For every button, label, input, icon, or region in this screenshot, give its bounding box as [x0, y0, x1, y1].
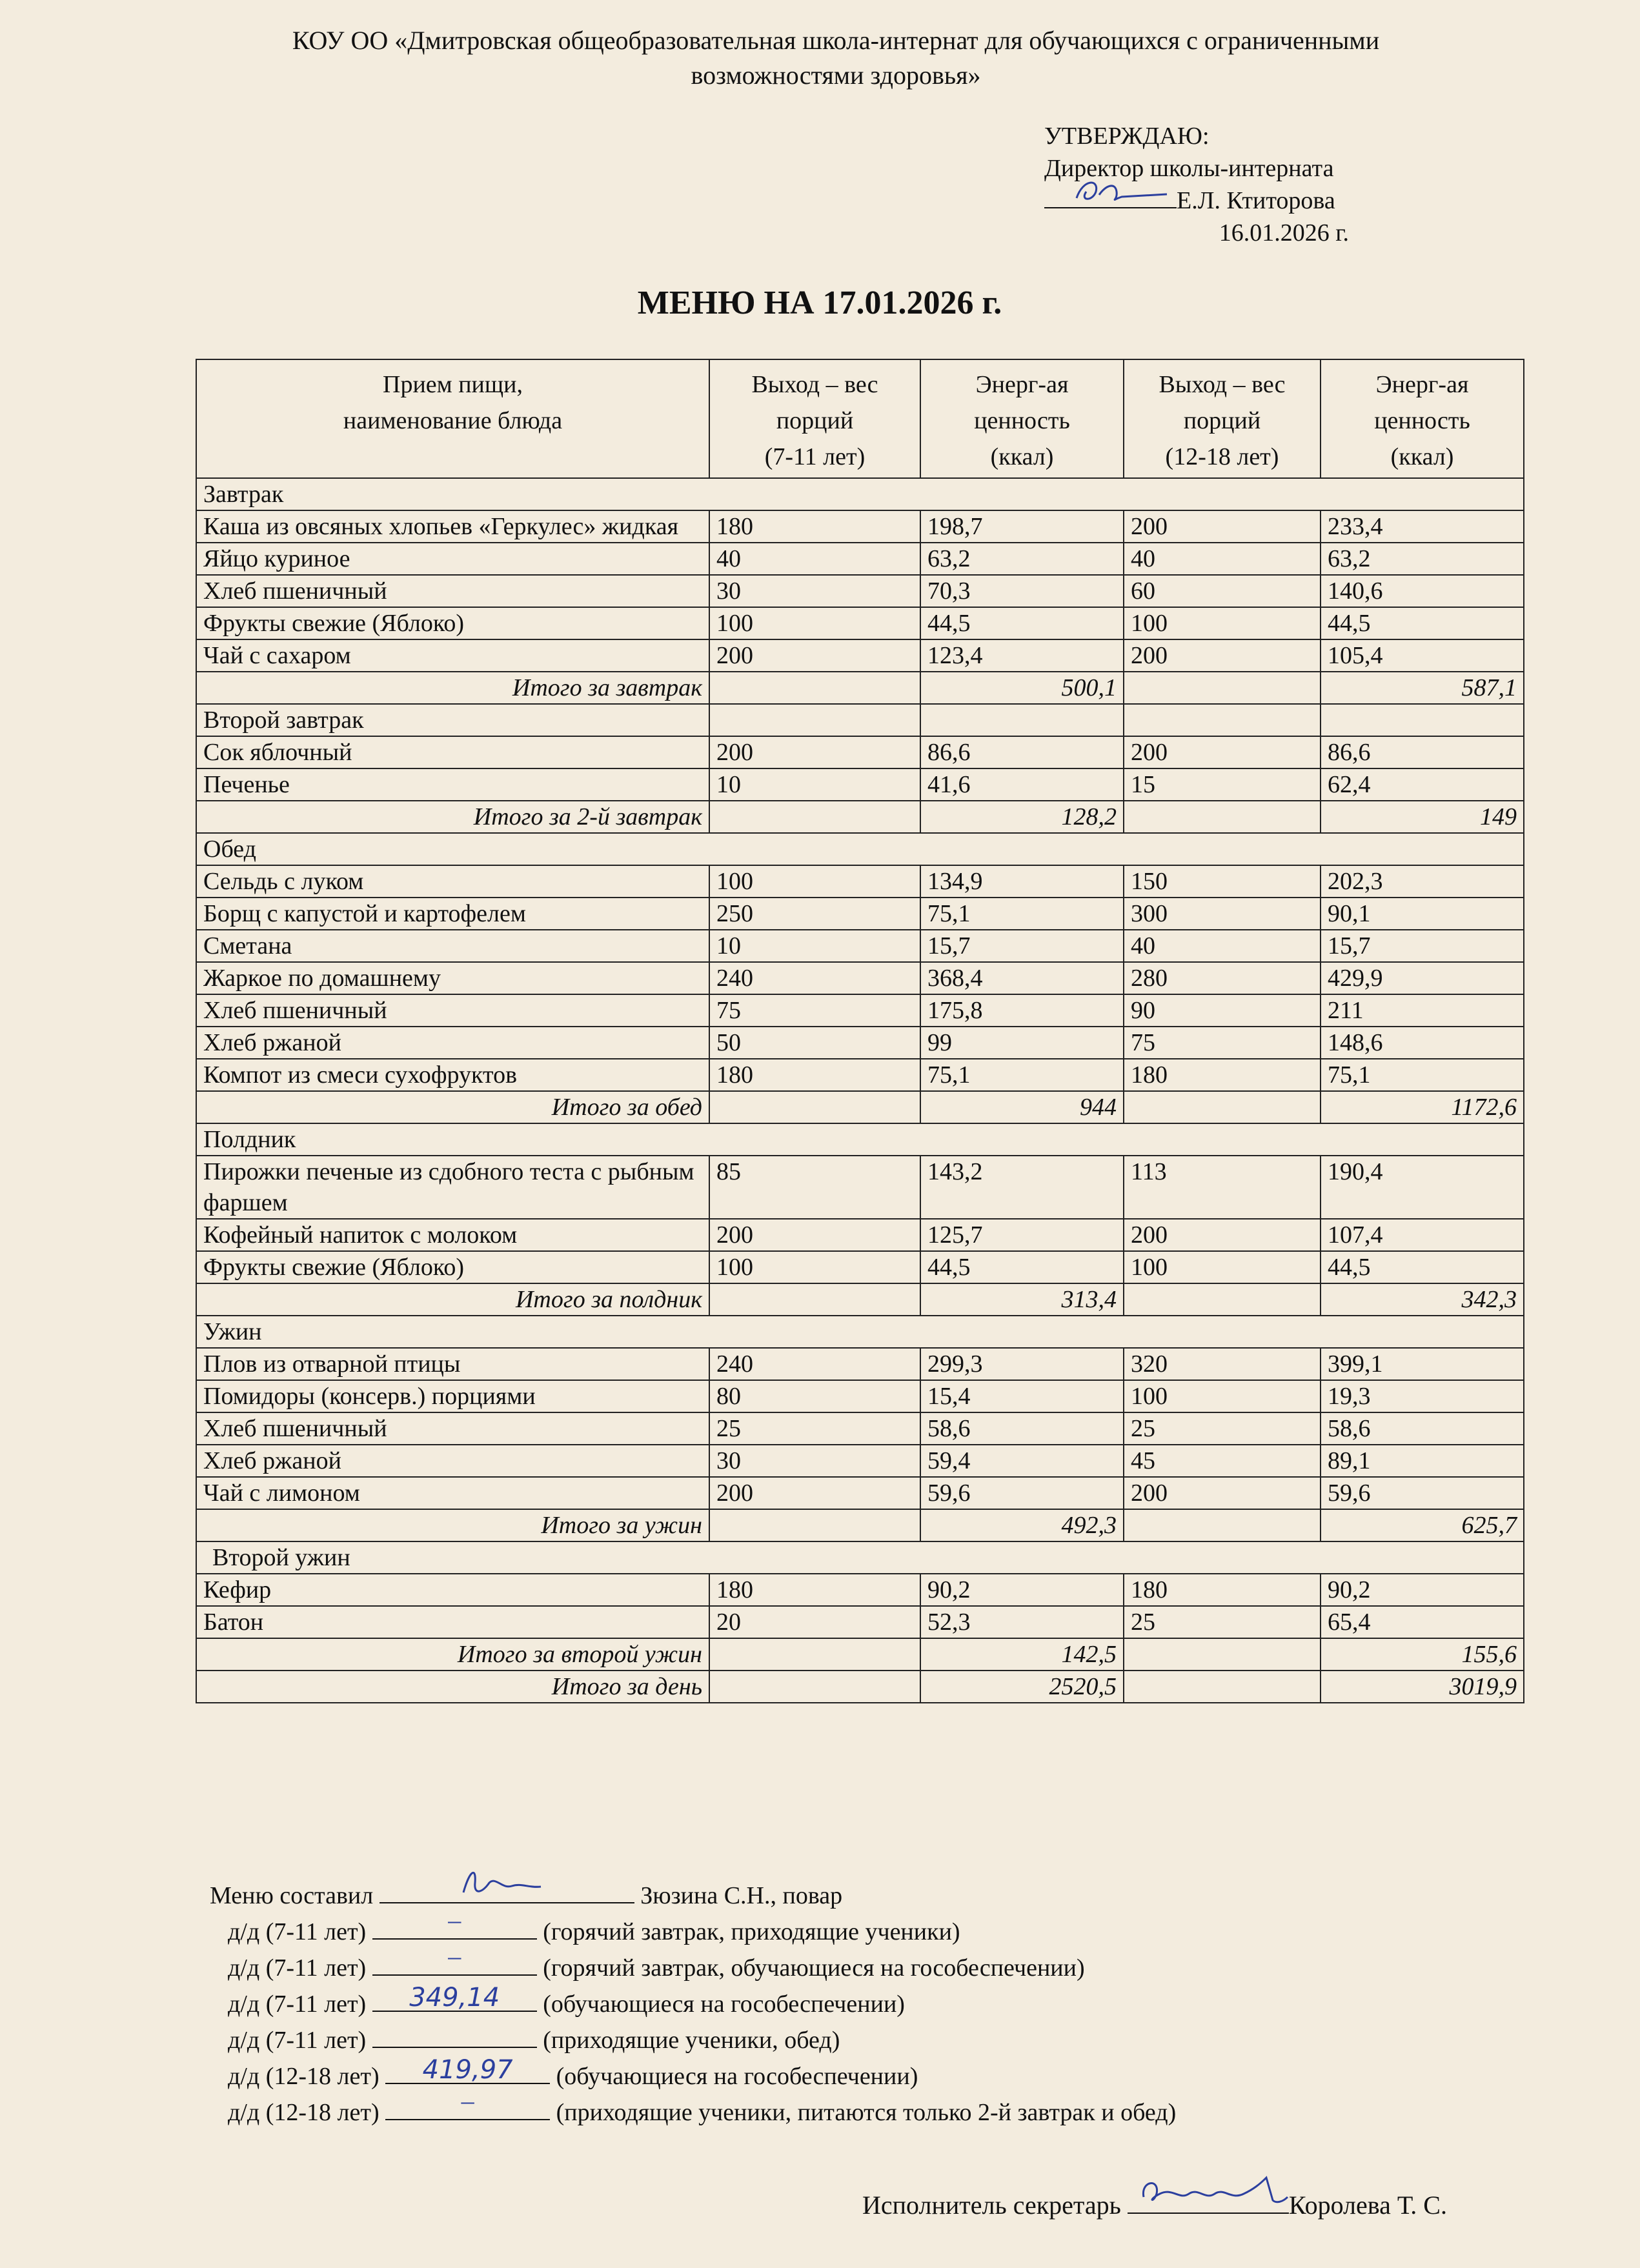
secretary-signature [1128, 2191, 1289, 2214]
energy-7-11: 59,6 [920, 1477, 1124, 1509]
weight-12-18: 75 [1124, 1027, 1321, 1059]
energy-7-11: 58,6 [920, 1412, 1124, 1445]
weight-7-11: 80 [709, 1380, 920, 1412]
daily-cost-note: (приходящие ученики, обед) [543, 2027, 840, 2054]
empty-cell [709, 1283, 920, 1316]
daily-cost-lines [210, 1905, 1565, 2131]
weight-7-11: 75 [709, 994, 920, 1027]
handwritten-value: 349,14 [409, 1983, 500, 2012]
executor-label: Исполнитель секретарь [862, 2191, 1121, 2220]
weight-7-11: 240 [709, 962, 920, 994]
daily-cost-note: (горячий завтрак, приходящие ученики) [543, 1918, 960, 1945]
weight-12-18: 40 [1124, 930, 1321, 962]
table-row [196, 1156, 1524, 1219]
table-row [196, 1574, 1524, 1606]
table-row [196, 1380, 1524, 1412]
weight-12-18: 200 [1124, 639, 1321, 672]
table-header-row [196, 359, 1524, 478]
table-row [196, 768, 1524, 801]
weight-12-18: 100 [1124, 1251, 1321, 1283]
energy-12-18: 75,1 [1321, 1059, 1524, 1091]
weight-12-18: 25 [1124, 1606, 1321, 1638]
energy-12-18: 211 [1321, 994, 1524, 1027]
subtotal-row [196, 672, 1524, 704]
energy-12-18: 233,4 [1321, 510, 1524, 543]
subtotal-label: Итого за ужин [196, 1509, 709, 1541]
empty-cell [920, 704, 1124, 736]
energy-7-11: 90,2 [920, 1574, 1124, 1606]
table-row [196, 1412, 1524, 1445]
dish-name: Сельдь с луком [196, 865, 709, 898]
weight-12-18: 200 [1124, 510, 1321, 543]
energy-12-18: 58,6 [1321, 1412, 1524, 1445]
header-weight-12-18 [1124, 359, 1321, 478]
weight-12-18: 180 [1124, 1574, 1321, 1606]
daily-cost-row [210, 1983, 1565, 2022]
day-total-energy-7-11: 2520,5 [920, 1671, 1124, 1703]
daily-cost-value-field [372, 1905, 537, 1940]
daily-cost-label: д/д (7-11 лет) [228, 1991, 367, 2018]
energy-7-11: 86,6 [920, 736, 1124, 768]
subtotal-energy-12-18: 587,1 [1321, 672, 1524, 704]
approve-name: Е.Л. Ктиторова [1177, 187, 1335, 214]
energy-12-18: 62,4 [1321, 768, 1524, 801]
section-title: Ужин [196, 1316, 1524, 1348]
section-title: Второй ужин [196, 1541, 1524, 1574]
dish-name: Чай с лимоном [196, 1477, 709, 1509]
empty-cell [709, 1671, 920, 1703]
energy-12-18: 190,4 [1321, 1156, 1524, 1219]
organization-header [194, 23, 1478, 93]
dish-name: Хлеб пшеничный [196, 575, 709, 607]
table-row [196, 1027, 1524, 1059]
dish-name: Каша из овсяных хлопьев «Геркулес» жидкая [196, 510, 709, 543]
daily-cost-note: (приходящие ученики, питаются только 2-й завтрак и обед) [556, 2099, 1177, 2126]
subtotal-energy-12-18: 1172,6 [1321, 1091, 1524, 1123]
energy-7-11: 134,9 [920, 865, 1124, 898]
approval-block [1044, 120, 1380, 249]
org-line-2: возможностями здоровья» [691, 61, 981, 90]
menu-table-body [196, 478, 1524, 1703]
empty-cell [709, 1509, 920, 1541]
header-dish [196, 359, 709, 478]
table-row [196, 1219, 1524, 1251]
day-total-row [196, 1671, 1524, 1703]
approve-role: Директор школы-интерната [1044, 155, 1334, 182]
dish-name: Сметана [196, 930, 709, 962]
org-line-1: КОУ ОО «Дмитровская общеобразовательная школа-интернат для обучающихся с ограниченными [292, 26, 1380, 55]
weight-7-11: 240 [709, 1348, 920, 1380]
daily-cost-value-field [372, 1983, 537, 2012]
weight-7-11: 10 [709, 768, 920, 801]
daily-cost-value-field [385, 2086, 550, 2120]
weight-7-11: 200 [709, 1219, 920, 1251]
empty-cell [1124, 1091, 1321, 1123]
table-row [196, 994, 1524, 1027]
weight-12-18: 113 [1124, 1156, 1321, 1219]
daily-cost-value-field [372, 2025, 537, 2048]
weight-7-11: 30 [709, 1445, 920, 1477]
weight-12-18: 100 [1124, 607, 1321, 639]
page-title: МЕНЮ НА 17.01.2026 г. [637, 285, 1002, 321]
daily-cost-value-field [385, 2055, 550, 2085]
dish-name: Борщ с капустой и картофелем [196, 898, 709, 930]
subtotal-label: Итого за второй ужин [196, 1638, 709, 1671]
header-energy-12-18 [1321, 359, 1524, 478]
subtotal-energy-12-18: 149 [1321, 801, 1524, 833]
section-row [196, 833, 1524, 865]
subtotal-energy-12-18: 155,6 [1321, 1638, 1524, 1671]
weight-12-18: 180 [1124, 1059, 1321, 1091]
subtotal-energy-7-11: 142,5 [920, 1638, 1124, 1671]
header-energy-7-11-text: Энерг-ая ценность (ккал) [974, 371, 1070, 470]
footer-block [210, 1878, 1565, 2131]
empty-cell [709, 704, 920, 736]
composed-label: Меню составил [210, 1882, 374, 1909]
director-signature [1044, 186, 1177, 208]
empty-cell [1124, 1638, 1321, 1671]
weight-7-11: 180 [709, 1059, 920, 1091]
weight-7-11: 180 [709, 1574, 920, 1606]
table-row [196, 1477, 1524, 1509]
dish-name: Сок яблочный [196, 736, 709, 768]
energy-12-18: 63,2 [1321, 543, 1524, 575]
weight-7-11: 100 [709, 607, 920, 639]
daily-cost-value-field [372, 1942, 537, 1976]
dish-name: Яйцо куриное [196, 543, 709, 575]
table-row [196, 510, 1524, 543]
energy-12-18: 107,4 [1321, 1219, 1524, 1251]
header-energy-7-11 [920, 359, 1124, 478]
dish-name: Компот из смеси сухофруктов [196, 1059, 709, 1091]
weight-7-11: 30 [709, 575, 920, 607]
empty-cell [1124, 1509, 1321, 1541]
section-row [196, 1541, 1524, 1574]
energy-7-11: 198,7 [920, 510, 1124, 543]
weight-12-18: 100 [1124, 1380, 1321, 1412]
energy-12-18: 86,6 [1321, 736, 1524, 768]
daily-cost-note: (горячий завтрак, обучающиеся на гособеспечении) [543, 1954, 1085, 1982]
weight-12-18: 90 [1124, 994, 1321, 1027]
empty-cell [709, 801, 920, 833]
energy-12-18: 148,6 [1321, 1027, 1524, 1059]
header-dish-text: Прием пищи, наименование блюда [343, 371, 563, 434]
subtotal-row [196, 1091, 1524, 1123]
section-title: Обед [196, 833, 1524, 865]
subtotal-energy-12-18: 625,7 [1321, 1509, 1524, 1541]
empty-cell [709, 672, 920, 704]
energy-7-11: 15,4 [920, 1380, 1124, 1412]
energy-7-11: 299,3 [920, 1348, 1124, 1380]
subtotal-energy-7-11: 500,1 [920, 672, 1124, 704]
energy-12-18: 44,5 [1321, 607, 1524, 639]
subtotal-energy-7-11: 128,2 [920, 801, 1124, 833]
dish-name: Кефир [196, 1574, 709, 1606]
energy-7-11: 99 [920, 1027, 1124, 1059]
subtotal-row [196, 1509, 1524, 1541]
subtotal-energy-7-11: 313,4 [920, 1283, 1124, 1316]
energy-12-18: 19,3 [1321, 1380, 1524, 1412]
energy-7-11: 70,3 [920, 575, 1124, 607]
weight-12-18: 200 [1124, 736, 1321, 768]
energy-7-11: 123,4 [920, 639, 1124, 672]
table-row [196, 736, 1524, 768]
energy-7-11: 44,5 [920, 1251, 1124, 1283]
empty-cell [1124, 1671, 1321, 1703]
weight-7-11: 250 [709, 898, 920, 930]
subtotal-label: Итого за 2-й завтрак [196, 801, 709, 833]
energy-12-18: 59,6 [1321, 1477, 1524, 1509]
energy-7-11: 75,1 [920, 1059, 1124, 1091]
section-row [196, 704, 1524, 736]
energy-12-18: 429,9 [1321, 962, 1524, 994]
energy-7-11: 75,1 [920, 898, 1124, 930]
energy-12-18: 15,7 [1321, 930, 1524, 962]
dish-name: Хлеб ржаной [196, 1445, 709, 1477]
table-row [196, 1606, 1524, 1638]
header-weight-7-11-text: Выход – вес порций (7-11 лет) [751, 371, 878, 470]
section-row [196, 478, 1524, 510]
weight-7-11: 85 [709, 1156, 920, 1219]
section-title: Второй завтрак [196, 704, 709, 736]
header-weight-12-18-text: Выход – вес порций (12-18 лет) [1159, 371, 1286, 470]
header-weight-7-11 [709, 359, 920, 478]
dish-name: Печенье [196, 768, 709, 801]
weight-12-18: 25 [1124, 1412, 1321, 1445]
energy-12-18: 90,2 [1321, 1574, 1524, 1606]
energy-12-18: 399,1 [1321, 1348, 1524, 1380]
table-row [196, 930, 1524, 962]
subtotal-label: Итого за обед [196, 1091, 709, 1123]
subtotal-energy-7-11: 944 [920, 1091, 1124, 1123]
energy-7-11: 44,5 [920, 607, 1124, 639]
dish-name: Плов из отварной птицы [196, 1348, 709, 1380]
dish-name: Жаркое по домашнему [196, 962, 709, 994]
subtotal-label: Итого за завтрак [196, 672, 709, 704]
weight-12-18: 45 [1124, 1445, 1321, 1477]
handwritten-value: – [448, 1905, 461, 1934]
energy-7-11: 125,7 [920, 1219, 1124, 1251]
table-row [196, 1251, 1524, 1283]
energy-7-11: 15,7 [920, 930, 1124, 962]
energy-12-18: 65,4 [1321, 1606, 1524, 1638]
empty-cell [709, 1638, 920, 1671]
energy-12-18: 44,5 [1321, 1251, 1524, 1283]
subtotal-row [196, 1283, 1524, 1316]
energy-7-11: 143,2 [920, 1156, 1124, 1219]
energy-12-18: 105,4 [1321, 639, 1524, 672]
handwritten-value: – [448, 1942, 461, 1971]
table-row [196, 639, 1524, 672]
weight-7-11: 25 [709, 1412, 920, 1445]
menu-table [196, 359, 1524, 1703]
table-row [196, 1059, 1524, 1091]
weight-7-11: 40 [709, 543, 920, 575]
subtotal-label: Итого за полдник [196, 1283, 709, 1316]
section-title: Завтрак [196, 478, 1524, 510]
weight-7-11: 100 [709, 1251, 920, 1283]
weight-7-11: 200 [709, 736, 920, 768]
table-row [196, 1445, 1524, 1477]
empty-cell [1124, 801, 1321, 833]
energy-12-18: 202,3 [1321, 865, 1524, 898]
handwritten-value: 419,97 [422, 2055, 513, 2085]
daily-cost-label: д/д (12-18 лет) [228, 2099, 380, 2126]
weight-7-11: 200 [709, 639, 920, 672]
table-row [196, 962, 1524, 994]
cook-signature [380, 1880, 634, 1903]
subtotal-energy-12-18: 342,3 [1321, 1283, 1524, 1316]
weight-7-11: 50 [709, 1027, 920, 1059]
dish-name: Пирожки печеные из сдобного теста с рыбным фаршем [196, 1156, 709, 1219]
day-total-label: Итого за день [196, 1671, 709, 1703]
dish-name: Фрукты свежие (Яблоко) [196, 1251, 709, 1283]
energy-7-11: 59,4 [920, 1445, 1124, 1477]
daily-cost-label: д/д (7-11 лет) [228, 1918, 367, 1945]
handwritten-value: – [461, 2086, 474, 2115]
weight-12-18: 40 [1124, 543, 1321, 575]
dish-name: Хлеб пшеничный [196, 1412, 709, 1445]
subtotal-row [196, 801, 1524, 833]
weight-7-11: 10 [709, 930, 920, 962]
dish-name: Хлеб пшеничный [196, 994, 709, 1027]
dish-name: Фрукты свежие (Яблоко) [196, 607, 709, 639]
weight-12-18: 15 [1124, 768, 1321, 801]
weight-7-11: 180 [709, 510, 920, 543]
header-energy-12-18-text: Энерг-ая ценность (ккал) [1374, 371, 1470, 470]
section-title: Полдник [196, 1123, 1524, 1156]
empty-cell [1321, 704, 1524, 736]
daily-cost-row [210, 2086, 1565, 2131]
weight-7-11: 20 [709, 1606, 920, 1638]
table-row [196, 865, 1524, 898]
energy-7-11: 52,3 [920, 1606, 1124, 1638]
daily-cost-label: д/д (7-11 лет) [228, 1954, 367, 1982]
dish-name: Батон [196, 1606, 709, 1638]
day-total-energy-12-18: 3019,9 [1321, 1671, 1524, 1703]
weight-7-11: 200 [709, 1477, 920, 1509]
energy-12-18: 89,1 [1321, 1445, 1524, 1477]
weight-12-18: 320 [1124, 1348, 1321, 1380]
table-row [196, 575, 1524, 607]
energy-12-18: 90,1 [1321, 898, 1524, 930]
energy-7-11: 63,2 [920, 543, 1124, 575]
section-row [196, 1316, 1524, 1348]
weight-12-18: 200 [1124, 1477, 1321, 1509]
weight-12-18: 150 [1124, 865, 1321, 898]
weight-7-11: 100 [709, 865, 920, 898]
table-row [196, 898, 1524, 930]
dish-name: Кофейный напиток с молоком [196, 1219, 709, 1251]
energy-7-11: 41,6 [920, 768, 1124, 801]
energy-7-11: 368,4 [920, 962, 1124, 994]
dish-name: Помидоры (консерв.) порциями [196, 1380, 709, 1412]
empty-cell [709, 1091, 920, 1123]
dish-name: Хлеб ржаной [196, 1027, 709, 1059]
daily-cost-note: (обучающиеся на гособеспечении) [543, 1991, 905, 2018]
daily-cost-label: д/д (7-11 лет) [228, 2027, 367, 2054]
table-row [196, 607, 1524, 639]
executor-name: Королева Т. С. [1288, 2191, 1447, 2220]
empty-cell [1124, 1283, 1321, 1316]
approve-date: 16.01.2026 г. [1219, 219, 1349, 246]
empty-cell [1124, 704, 1321, 736]
weight-12-18: 300 [1124, 898, 1321, 930]
weight-12-18: 200 [1124, 1219, 1321, 1251]
weight-12-18: 60 [1124, 575, 1321, 607]
executor-row [862, 2190, 1447, 2220]
subtotal-row [196, 1638, 1524, 1671]
daily-cost-label: д/д (12-18 лет) [228, 2063, 380, 2090]
weight-12-18: 280 [1124, 962, 1321, 994]
approve-signature-line [1044, 185, 1380, 217]
empty-cell [1124, 672, 1321, 704]
table-row [196, 543, 1524, 575]
approve-label: УТВЕРЖДАЮ: [1044, 123, 1210, 150]
dish-name: Чай с сахаром [196, 639, 709, 672]
section-row [196, 1123, 1524, 1156]
composed-name: Зюзина С.Н., повар [640, 1882, 843, 1909]
subtotal-energy-7-11: 492,3 [920, 1509, 1124, 1541]
table-row [196, 1348, 1524, 1380]
energy-7-11: 175,8 [920, 994, 1124, 1027]
daily-cost-note: (обучающиеся на гособеспечении) [556, 2063, 918, 2090]
energy-12-18: 140,6 [1321, 575, 1524, 607]
